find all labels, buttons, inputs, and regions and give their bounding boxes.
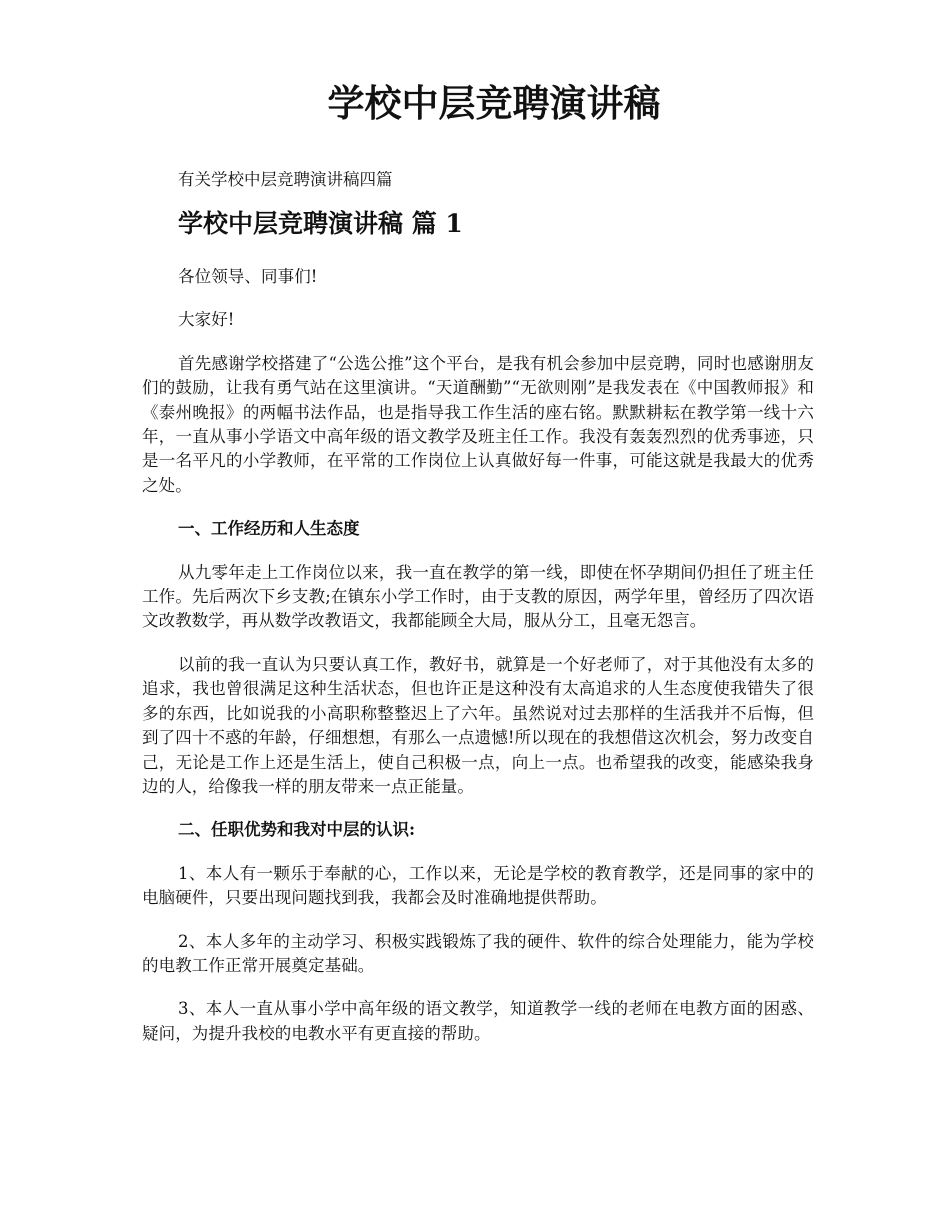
heading-work-experience: 一、工作经历和人生态度 [178,519,360,539]
attitude-paragraph: 以前的我一直认为只要认真工作，教好书，就算是一个好老师了，对于其他没有太多的追求，我也曾很满足这种生活状态，但也许正是这种没有太高追求的人生态度使我错失了很多的东西，比如说我的小高职称整整迟上了六年。虽然说对过去那样的生活我并不后悔，但到了四十不惑的年龄，仔细想想，有那么一点遗憾!所以现在的我想借这次机会，努力改变自己，无论是工作上还是生活上，使自己积极一点，向上一点。也希望我的改变，能感染我身边的人，给像我一样的朋友带来一点正能量。 [142,654,814,796]
work-paragraph: 从九零年走上工作岗位以来，我一直在教学的第一线，即使在怀孕期间仍担任了班主任工作。先后两次下乡支教;在镇东小学工作时，由于支教的原因，两学年里，曾经历了四次语文改教数学，再从数学改教语文，我都能顾全大局，服从分工，且毫无怨言。 [142,562,814,631]
document-subtitle: 有关学校中层竞聘演讲稿四篇 [178,170,393,189]
greeting-paragraph: 各位领导、同事们! [178,267,318,286]
advantage-item-3: 3、本人一直从事小学中高年级的语文教学，知道教学一线的老师在电教方面的困惑、疑问，为提升我校的电教水平有更直接的帮助。 [142,999,814,1043]
document-body [142,166,814,1065]
intro-paragraph: 首先感谢学校搭建了“公选公推”这个平台，是我有机会参加中层竞聘，同时也感谢朋友们的鼓励，让我有勇气站在这里演讲。“天道酬勤”“无欲则刚”是我发表在《中国教师报》和《泰州晚报》的两幅书法作品，也是指导我工作生活的座右铭。默默耕耘在教学第一线十六年，一直从事小学语文中高年级的语文教学及班主任工作。我没有轰轰烈烈的优秀事迹，只是一名平凡的小学教师，在平常的工作岗位上认真做好每一件事，可能这就是我最大的优秀之处。 [142,353,814,495]
advantage-item-1: 1、本人有一颗乐于奉献的心，工作以来，无论是学校的教育教学，还是同事的家中的电脑硬件，只要出现问题找到我，我都会及时准确地提供帮助。 [142,863,814,908]
heading-advantages: 二、任职优势和我对中层的认识: [178,820,416,840]
advantage-item-2: 2、本人多年的主动学习、积极实践锻炼了我的硬件、软件的综合处理能力，能为学校的电教工作正常开展奠定基础。 [142,931,814,975]
document-title: 学校中层竞聘演讲稿 [327,81,661,125]
hello-paragraph: 大家好! [178,310,235,330]
section-title: 学校中层竞聘演讲稿 篇 1 [178,209,463,238]
